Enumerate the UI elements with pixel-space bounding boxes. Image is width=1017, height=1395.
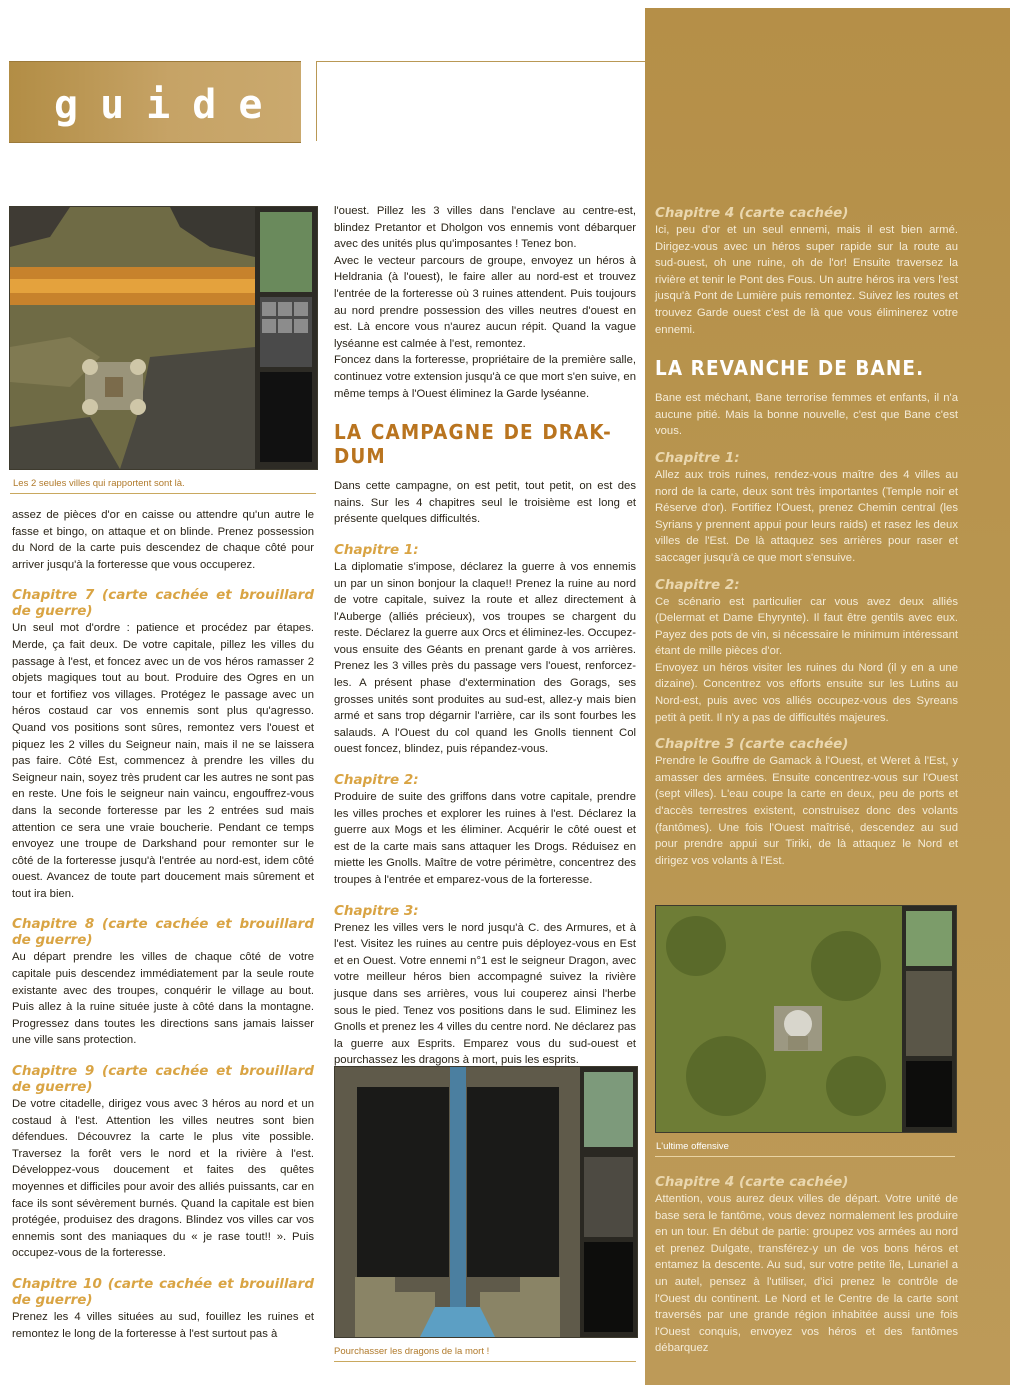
header-rule-vertical	[316, 61, 317, 141]
chapter-heading: Chapitre 7 (carte cachée et brouillard de guerre)	[12, 587, 314, 620]
section-intro: Dans cette campagne, on est petit, tout petit, on est des nains. Sur les 4 chapitres seul le troisième est long et présente quelques difficultés.	[334, 480, 636, 526]
caption-rule	[655, 1156, 955, 1157]
game-screenshot-1	[9, 206, 318, 470]
caption-screenshot-1: Les 2 seules villes qui rapportent sont là.	[13, 478, 185, 489]
paragraph: Ce scénario est particulier car vous avez deux alliés (Delermat et Dame Ehyrynte). Il faut être gentils avec eux. Payez des pots de vin, si nécessaire le minimum intéressant étant de mille pièces d'or.	[655, 595, 958, 658]
header-rule	[316, 61, 645, 62]
chapter-heading: Chapitre 2:	[655, 576, 740, 593]
paragraph: De votre citadelle, dirigez vous avec 3 héros au nord et un costaud à l'est. Attention les villes neutres sont bien défendues. Découvrez la carte le plus vite possible. Traversez la forêt vers le nord et la rivière à l'est. Développez-vous doucement et faites des quêtes moyennes et difficiles pour avoir des alliés puissants, car en face ils sont sévèrement burnés. Quand la capitale est bien protégée, produisez des dragons. Blindez vos villes car vos ennemis sont des maniaques du « je rase tout!! ». Puis occupez-vous de la forteresse.	[12, 1098, 314, 1260]
paragraph: Prendre le Gouffre de Gamack à l'Ouest, et Weret à l'Est, y amasser des armées. Ensuite concentrez-vous sur l'Ouest (sept villes). L'eau coupe la carte en deux, peu de ports et d'accès terrestres existent, construisez donc des volants (fantômes). Une fois l'Ouest maîtrisé, descendez au sud pour prendre appui sur Tiriki, de là attaquez le Nord et dirigez vos volants à l'Est.	[655, 755, 958, 867]
chapter-heading: Chapitre 2:	[334, 772, 419, 789]
paragraph: l'ouest. Pillez les 3 villes dans l'enclave au centre-est, blindez Pretantor et Dholgon vos ennemis vont débarquer avec des unités plus qu'imposantes ! Tenez bon.	[334, 205, 636, 251]
paragraph: Prenez les 4 villes situées au sud, fouillez les ruines et remontez le long de la forteresse à l'est surtout pas à	[12, 1310, 314, 1340]
page-title: guide	[54, 82, 285, 128]
paragraph: Un seul mot d'ordre : patience et procédez par étapes. Merde, ça fait deux. De votre capitale, pillez les villes du passage à l'est, et foncez avec un de vos héros ramasser 2 objets magiques tout au bout. Produire des Ogres en un tour et fortifiez vos villages. Protégez le passage avec un héros costaud car vos ennemis sont plus qu'agresso. Quand vos positions sont sûres, remontez vers l'ouest et piquez les 2 villes du Seigneur nain, mais il ne se laissera pas faire. Côté Est, commencez à prendre les villes du Seigneur nain, soyez très prudent car les autres ne sont pas en reste. Une fois le seigneur nain vaincu, engouffrez-vous dans la seconde forteresse par les 2 entrées sud mais attention ce sera une vraie boucherie. Pendant ce temps envoyez une troupe de Darkshand pour remonter sur le côté de la forteresse jusqu'à l'entrée au nord-est, idem côté ouest. Avancez de toute part doucement mais sûrement et tout ira bien.	[12, 622, 314, 900]
paragraph: Au départ prendre les villes de chaque côté de votre capitale puis descendez immédiatement par la seule route existante avec des troupes, conquérir le village au bout. Puis allez à la ruine située juste à côté dans la montagne. Progressez dans toutes les directions sans jamais laisser une ville sans protection.	[12, 951, 314, 1047]
chapter-heading: Chapitre 3:	[334, 902, 419, 919]
column-2	[334, 203, 636, 1069]
caption-rule	[334, 1361, 636, 1362]
section-heading: LA REVANCHE DE BANE.	[655, 356, 925, 381]
column-3-bottom	[655, 1174, 958, 1357]
chapter-heading: Chapitre 3 (carte cachée)	[655, 736, 849, 753]
paragraph: Envoyez un héros visiter les ruines du Nord (il y en a une dizaine). Concentrez vos efforts ensuite sur les Lutins au Nord-est, puis avec vos alliés occupez-vous des Syreans petit à petit. Il n'y a pas de difficultés majeures.	[655, 661, 958, 724]
paragraph: assez de pièces d'or en caisse ou attendre qu'un autre le fasse et bingo, on attaque et on blinde. Prenez possession du Nord de la carte puis descendez de chaque côté pour arriver jusqu'à la forteresse que vous occuperez.	[12, 509, 314, 571]
chapter-heading: Chapitre 8 (carte cachée et brouillard de guerre)	[12, 916, 314, 949]
section-intro: Bane est méchant, Bane terrorise femmes et enfants, il n'a aucune pitié. Mais la bonne nouvelle, c'est que Bane c'est vous.	[655, 392, 958, 438]
paragraph: Avec le vecteur parcours de groupe, envoyez un héros à Heldrania (à l'ouest), le faire aller au nord-est et trouvez l'entrée de la forteresse où 3 ruines attendent. Puis toujours au nord prendre possession des villes neutres d'ouest en est. Là encore vous n'aurez aucun répit. Quand la vague lyséanne est calmée à l'est, remontez.	[334, 254, 636, 350]
column-1	[12, 507, 314, 1342]
paragraph: Attention, vous aurez deux villes de départ. Votre unité de base sera le fantôme, vous devez normalement les produire en un tour. En début de partie: groupez vos armées au nord et prenez Dulgate, transférez-y un de vos bons héros et entamez la descente. Au sud, sur votre petite île, Lunariel a un autel, pensez à l'utiliser, d'ici prenez le contrôle de l'Ouest du continent. Le Nord et le Centre de la carte sont traversés par une grande région inhabitée aussi une fois l'Ouest conquis, envoyez vos héros et des fantômes débarquez	[655, 1193, 958, 1355]
caption-rule	[10, 493, 316, 494]
chapter-heading: Chapitre 1:	[334, 541, 419, 558]
caption-screenshot-2: Pourchasser les dragons de la mort !	[334, 1346, 490, 1357]
paragraph: Produire de suite des griffons dans votre capitale, prendre les villes proches et explorer les ruines à l'est. Déclarez la guerre aux Mogs et les éliminer. Acquérir le côté ouest et est de la carte mais sans attaquer les Drogs. Réduisez en miette les Gnolls. Maître de votre périmètre, concentrez des troupes à l'entrée et emparez-vous de la forteresse.	[334, 791, 636, 886]
paragraph: La diplomatie s'impose, déclarez la guerre à vos ennemis un par un sinon bonjour la claque!! Prenez la ruine au nord de votre capitale, suivez la route et allez directement à l'Auberge (alliés précieux), vos troupes se chargent du reste. Déclarez la guerre aux Orcs et éliminez-les. Occupez-vous ensuite des Géants en prenant garde à vos arrières. Prenez les 3 villes près du passage vers l'ouest, renforcez-les. A présent phase d'extermination des Gorags, ses grosses unités sont produites au sud-est, allez-y mais bien armé et sans trop dégarnir l'arrière, car ils sont fourbes les salauds. A l'Ouest du col quand les Gnolls tiennent Col ouest foncez, blindez, puis répandez-vous.	[334, 560, 636, 756]
paragraph: Allez aux trois ruines, rendez-vous maître des 4 villes au nord de la carte, deux sont très importantes (Temple noir et Réserve d'or). Fortifiez l'Ouest, prenez Chemin central (les Syrians y prennent appui pour leurs raids) et rasez les deux villes de l'Est. De là attaquez ses arrières pour raser et saccager jusqu'à ce que mort s'ensuive.	[655, 468, 958, 564]
chapter-heading: Chapitre 10 (carte cachée et brouillard de guerre)	[12, 1275, 314, 1308]
chapter-heading: Chapitre 4 (carte cachée)	[655, 205, 849, 221]
paragraph: Foncez dans la forteresse, propriétaire de la première salle, continuez votre extension jusqu'à ce que mort s'en suive, en même temps à l'Ouest éliminez la Garde lyséanne.	[334, 354, 636, 400]
paragraph: Prenez les villes vers le nord jusqu'à C. des Armures, et à l'est. Visitez les ruines au centre puis déployez-vous en Est et en Ouest. Votre ennemi n°1 est le seigneur Dragon, avec votre meilleur héros bien accompagné suivez la rivière jusque dans ses arrières, vous lui couperez ainsi l'herbe sous le pied. Tenez vos positions dans le sud. Eliminez les Gnolls et prenez les 4 villes du centre nord. Ne déclarez pas la guerre aux Esprits. Emparez vous du sud-ouest et pourchassez les dragons à mort, puis les esprits.	[334, 921, 636, 1067]
chapter-heading: Chapitre 4 (carte cachée)	[655, 1174, 849, 1190]
section-heading: LA CAMPAGNE DE DRAK-DUM	[334, 420, 612, 469]
paragraph: Ici, peu d'or et un seul ennemi, mais il est bien armé. Dirigez-vous avec un héros super rapide sur la route au sud-ouest, oh une ruine, oh de l'or! Ensuite traversez la rivière et tenir le Pont des Fous. Un autre héros ira vers l'est jusqu'à Pont de Lumière puis remontez. Suivez les routes et trouvez Garde ouest c'est de là que vous éliminerez votre ennemi.	[655, 224, 958, 336]
caption-screenshot-3: L'ultime offensive	[656, 1141, 729, 1152]
chapter-heading: Chapitre 1:	[655, 449, 740, 466]
header-banner	[9, 61, 301, 143]
game-screenshot-2	[334, 1066, 638, 1338]
chapter-heading: Chapitre 9 (carte cachée et brouillard de guerre)	[12, 1063, 314, 1096]
game-screenshot-3	[655, 905, 957, 1133]
column-3	[655, 205, 958, 869]
